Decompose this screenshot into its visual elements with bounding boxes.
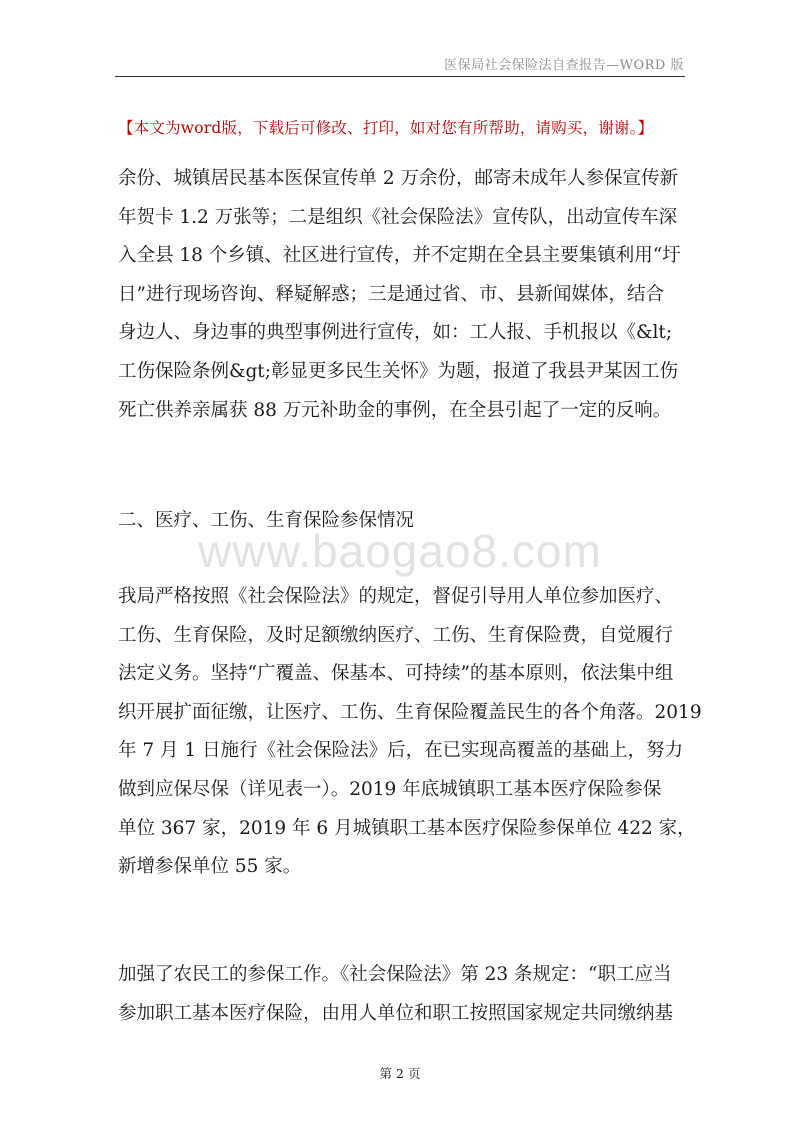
section-heading: 二、医疗、工伤、生育保险参保情况 xyxy=(118,510,415,531)
paragraph-line: 参加职工基本医疗保险，由用人单位和职工按照国家规定共同缴纳基 xyxy=(118,1002,674,1024)
paragraph-line: 余份、城镇居民基本医保宣传单 2 万余份，邮寄未成年人参保宣传新 xyxy=(118,168,679,189)
paragraph-line: 身边人、身边事的典型事例进行宣传，如：工人报、手机报以《&lt; xyxy=(118,322,673,344)
paragraph-line: 死亡供养亲属获 88 万元补助金的事例，在全县引起了一定的反响。 xyxy=(118,399,672,421)
paragraph-line: 工伤、生育保险，及时足额缴纳医疗、工伤、生育保险费，自觉履行 xyxy=(118,624,674,646)
paragraph-line: 织开展扩面征缴，让医疗、工伤、生育保险覆盖民生的各个角落。2019 xyxy=(118,701,702,723)
paragraph-line: 日”进行现场咨询、释疑解惑；三是通过省、市、县新闻媒体，结合 xyxy=(118,283,664,305)
paragraph-line: 单位 367 家，2019 年 6 月城镇职工基本医疗保险参保单位 422 家， xyxy=(118,817,696,839)
paragraph-line: 新增参保单位 55 家。 xyxy=(118,856,302,878)
paragraph-line: 法定义务。坚持“广覆盖、保基本、可持续”的基本原则，依法集中组 xyxy=(118,663,674,685)
paragraph-3 xyxy=(118,956,684,1033)
paragraph-line: 我局严格按照《社会保险法》的规定，督促引导用人单位参加医疗、 xyxy=(118,586,674,607)
watermark-text: www.baogao8.com xyxy=(198,525,602,577)
paragraph-2 xyxy=(118,578,702,887)
header-divider xyxy=(115,76,685,77)
paragraph-line: 加强了农民工的参保工作。《社会保险法》第 23 条规定：“职工应当 xyxy=(118,964,672,985)
page-number: 第 2 页 xyxy=(379,1066,421,1081)
header-title: 医保局社会保险法自查报告—WORD 版 xyxy=(444,58,684,73)
paragraph-line: 做到应保尽保（详见表一）。2019 年底城镇职工基本医疗保险参保 xyxy=(118,778,662,800)
paragraph-line: 入全县 18 个乡镇、社区进行宣传，并不定期在全县主要集镇利用“圩 xyxy=(118,245,681,267)
paragraph-line: 年 7 月 1 日施行《社会保险法》后，在已实现高覆盖的基础上，努力 xyxy=(118,740,684,762)
paragraph-line: 年贺卡 1.2 万张等；二是组织《社会保险法》宣传队，出动宣传车深 xyxy=(118,206,678,228)
paragraph-line: 工伤保险条例&gt;彰显更多民生关怀》为题，报道了我县尹某因工伤 xyxy=(118,360,678,382)
paragraph-1 xyxy=(118,160,684,430)
purchase-notice: 【本文为word版，下载后可修改、打印，如对您有所帮助，请购买，谢谢。】 xyxy=(118,119,654,137)
